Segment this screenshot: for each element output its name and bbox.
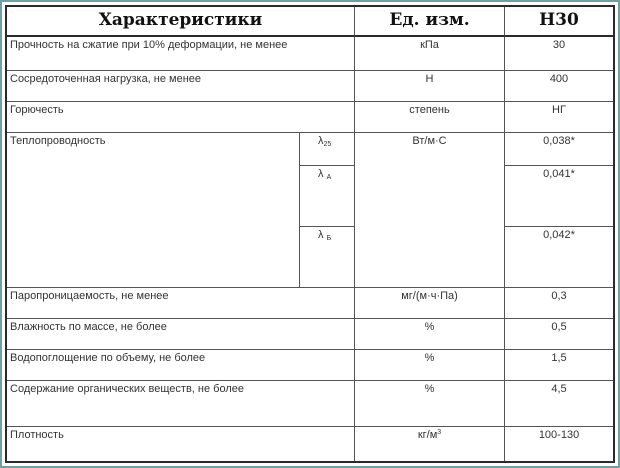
row-name-flammability: Горючесть [7,102,355,133]
row-unit-thermal: Вт/м·С [355,133,505,288]
lambda-subscript: Б [326,235,332,242]
header-characteristics: Характеристики [7,7,355,37]
lambda-symbol: λ [318,229,324,241]
row-value-load: 400 [505,71,613,102]
row-value-density: 100-130 [538,429,580,441]
row-value-humidity: 0,5 [505,319,613,350]
row-unit-organic: % [355,381,505,427]
row-unit-flammability: степень [355,102,505,133]
row-name-water-absorption: Водопоглощение по объему, не более [7,350,355,381]
density-unit-base: кг/м [417,429,438,441]
lambda-subscript: 25 [323,141,332,148]
row-name-density: Плотность [7,427,355,461]
row-unit-humidity: % [355,319,505,350]
row-value-vapour: 0,3 [505,288,613,319]
header-grade: Н30 [505,7,613,37]
row-value-thermal-b: 0,042* [505,227,613,288]
row-value-strength: 30 [505,37,613,71]
row-value-thermal-25: 0,038* [505,133,613,166]
row-value-organic: 4,5 [505,381,613,427]
row-name-humidity: Влажность по массе, не более [7,319,355,350]
row-unit-load: Н [355,71,505,102]
lambda-a [300,166,355,227]
characteristics-table [5,5,615,463]
row-unit-vapour: мг/(м·ч·Па) [355,288,505,319]
row-value-thermal-a: 0,041* [505,166,613,227]
row-name-thermal: Теплопроводность [7,133,300,288]
row-unit-water-absorption: % [355,350,505,381]
row-unit-strength: кПа [355,37,505,71]
row-name-vapour: Паропроницаемость, не менее [7,288,355,319]
row-name-organic: Содержание органических веществ, не более [7,381,355,427]
header-unit: Ед. изм. [355,7,505,37]
row-value-flammability: НГ [505,102,613,133]
row-unit-density [355,427,505,461]
lambda-subscript: А [326,174,332,181]
density-unit-superscript: 3 [437,429,442,436]
lambda-symbol: λ [318,135,324,147]
row-name-load: Сосредоточенная нагрузка, не менее [7,71,355,102]
lambda-symbol: λ [318,168,324,180]
row-name-strength: Прочность на сжатие при 10% деформации, не менее [7,37,355,71]
lambda-b [300,227,355,288]
row-value-water-absorption: 1,5 [505,350,613,381]
lambda-25 [300,133,355,166]
